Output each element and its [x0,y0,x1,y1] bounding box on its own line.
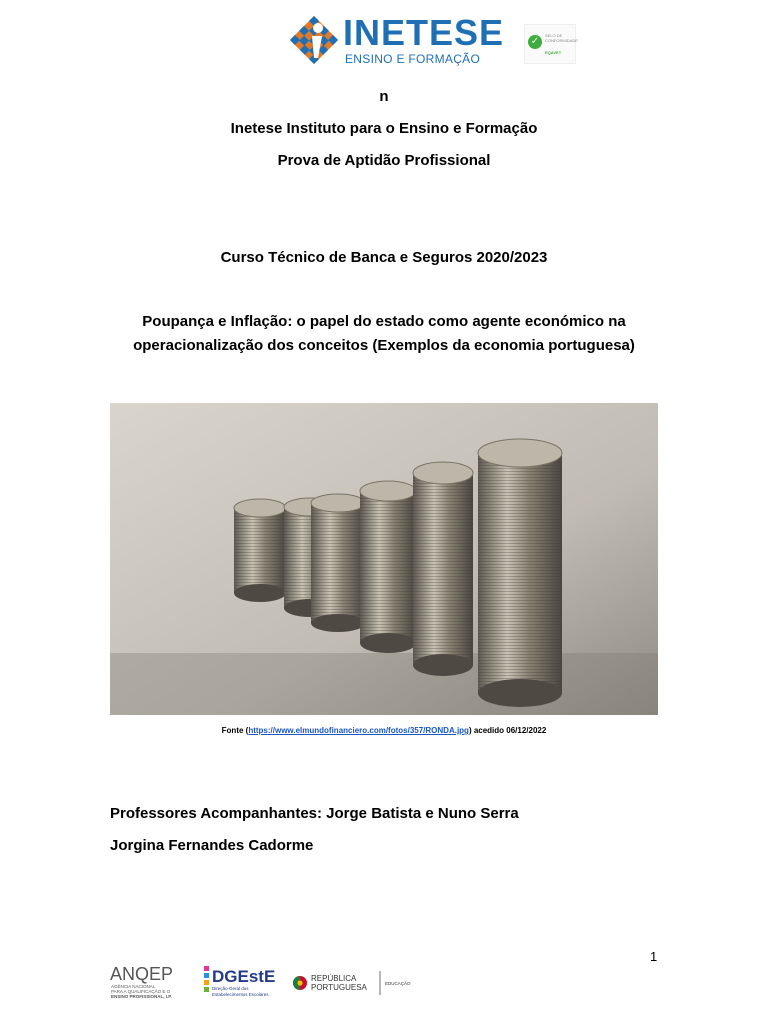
institution-name: Inetese Instituto para o Ensino e Formação [230,120,538,137]
republica-line2: PORTUGUESA [311,983,367,992]
anqep-sub1: AGÊNCIA NACIONAL [111,984,156,989]
seal-text: SELO DE CONFORMIDADE [545,33,578,43]
eqavet-seal [524,24,576,64]
page-number: 1 [650,949,658,964]
dgeste-sub2: Estabelecimentos Escolares [212,992,269,997]
inetese-logo-icon [288,14,340,66]
brand-subtitle: ENSINO E FORMAÇÃO [345,52,481,66]
source-link[interactable]: https://www.elmundofinanciero.com/fotos/357/RONDA.jpg [248,726,469,735]
anqep-sub2: PARA A QUALIFICAÇÃO E O [111,989,171,994]
republica-line1: REPÚBLICA [311,974,357,983]
exam-title: Prova de Aptidão Profissional [277,152,491,169]
anqep-sub3: ENSINO PROFISSIONAL, I.P. [111,994,172,999]
caption-prefix: Fonte ( [221,726,249,735]
course-title: Curso Técnico de Banca e Seguros 2020/2023 [220,249,548,266]
anqep-name: ANQEP [110,964,174,984]
caption-suffix: ) acedido 06/12/2022 [468,726,547,735]
coin-stacks-photo [110,403,658,715]
thesis-title-line1: Poupança e Inflação: o papel do estado como agente económico na [142,313,626,330]
anqep-logo [110,962,196,1002]
author-name: Jorgina Fernandes Cadorme [110,837,314,854]
dgeste-sub1: Direção-Geral dos [212,986,249,991]
brand-name: INETESE [343,12,505,53]
figure-caption [0,726,768,735]
dgeste-logo [204,964,288,1000]
seal-brand: EQAVET [545,50,562,55]
advisors-line: Professores Acompanhantes: Jorge Batista e Nuno Serra [110,805,519,822]
republica-portuguesa-logo [292,968,416,998]
stray-letter: n [379,88,389,105]
thesis-title-line2: operacionalização dos conceitos (Exemplos da economia portuguesa) [133,337,635,354]
check-icon: ✓ [528,35,542,49]
dgeste-name: DGEstE [212,967,276,986]
republica-area: EDUCAÇÃO [385,981,411,986]
